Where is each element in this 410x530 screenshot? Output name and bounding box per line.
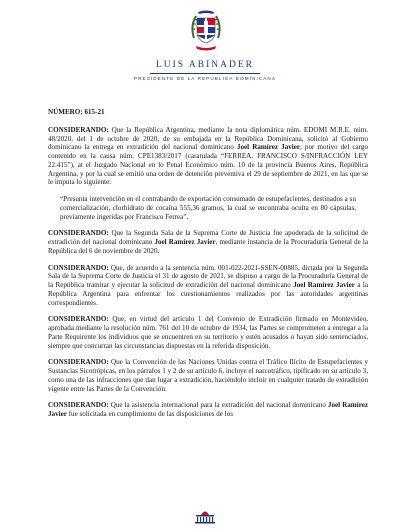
paragraph-text: , mediante instancia de la Procuraduría General de la República del 6 de noviembre de 2020.	[48, 238, 368, 255]
paragraph-text: fue solicitada en cumplimiento de las disposiciones de los	[66, 410, 233, 418]
letterhead-divider	[150, 73, 260, 74]
paragraph-text: Que la Convención de las Naciones Unidas contra el Tráfico Ilícito de Estupefacientes y Sustancias Sicotrópicas, en los párrafos 1 y 2 de su artículo 6, incluye el narcotráfico, tipificado en su artículo 3, como una de las infracciones que dan lugar a extradición, haciéndolo incluir en cualquier tratado de extradición vigente entre las Partes de la Convención.	[48, 358, 368, 393]
charge-quote: “Presunta intervención en el contrabando de exportación consumado de estupefacientes, destinados a su comercialización, clorhidrato de cocaína 555,36 gramos, la cual se encontraba oculta en 80 cápsulas, previamente ingeridas por Francisco Ferrea”.	[60, 195, 356, 221]
considerando-label: CONSIDERANDO:	[48, 315, 109, 324]
considerando-paragraph	[48, 358, 368, 393]
considerando-label: CONSIDERANDO:	[48, 401, 109, 410]
paragraph-text: Que la asistencia internacional para la extradición del nacional dominicano	[108, 401, 328, 410]
paragraph-text: , por motivo del cargo contenido en la causa núm. CPE1383/2017 (caratulada “FERREA, FRANCISCO S/INFRACCIÓN LEY 22.415”), at el Juzgado Nacional en lo Penal Económico núm. 10 de la provincia Buenos Aires, República Argentina, y por la cual se emitió una orden de detención preventiva el 29 de septiembre de 2021, en las que se le imputa lo siguiente:	[48, 143, 368, 187]
palace-emblem-icon	[192, 508, 218, 524]
document-body	[48, 108, 368, 427]
considerando-paragraph	[48, 126, 368, 187]
person-name: Joel Ramírez Javier	[154, 238, 216, 246]
considerando-paragraph	[48, 401, 368, 419]
considerando-paragraph	[48, 315, 368, 350]
considerando-paragraph	[48, 229, 368, 255]
paragraph-text: Que, en virtud del artículo 1 del Convenio de Extradición firmado en Montevideo, aprobada mediante la resolución núm. 761 del 10 de octubre de 1934, las Partes se comprometen a entregar a la Parte Requirente los individuos que se encuentren en su territorio y estén acusados o hayan sido sentenciados, siempre que concurran las circunstancias dispuestas en la referida disposición.	[48, 315, 368, 350]
letterhead-subtitle: PRESIDENTE DE LA REPÚBLICA DOMINICANA	[133, 76, 277, 81]
decree-number: NÚMERO: 615-21	[48, 108, 105, 116]
considerando-paragraph	[48, 264, 368, 308]
person-name: Joel Ramírez Javier	[236, 143, 301, 152]
considerando-label: CONSIDERANDO:	[48, 229, 109, 238]
considerando-label: CONSIDERANDO:	[48, 125, 109, 134]
person-name: Joel Ramírez Javier	[293, 281, 355, 289]
paragraph-text: a la República Argentina para enfrentar los cuestionamientos realizados por las autoridades argentinas correspondientes.	[48, 281, 368, 307]
considerando-label: CONSIDERANDO:	[48, 263, 109, 272]
coat-of-arms-icon	[186, 8, 226, 54]
paragraph-text: Que la Segunda Sala de la Suprema Corte de Justicia fue apoderada de la solicitud de extradición del nacional dominicano	[48, 229, 368, 246]
person-name: Joel Ramírez Javier	[48, 401, 369, 418]
letterhead-name: LUIS ABINADER	[155, 60, 255, 70]
paragraph-text: Que la República Argentina, mediante la nota diplomática núm. EDOMI M.R.E. núm. 48/2020, del 1 de octubre de 2020, de su embajada en la República Dominicana, solicitó al Gobierno dominicano la entrega en extradición del nacional dominicano	[48, 125, 368, 152]
paragraph-text: Que, de acuerdo a la sentencia núm. 001-022-2021-SSEN-00885, dictada por la Segunda Sala de la Suprema Corte de Justicia el 31 de agosto de 2021, se dispuso a cargo de la Procuraduría General de la República tramitar y ejecutar la solicitud de extradición del nacional dominicano	[48, 263, 368, 289]
considerando-label: CONSIDERANDO:	[48, 358, 109, 367]
